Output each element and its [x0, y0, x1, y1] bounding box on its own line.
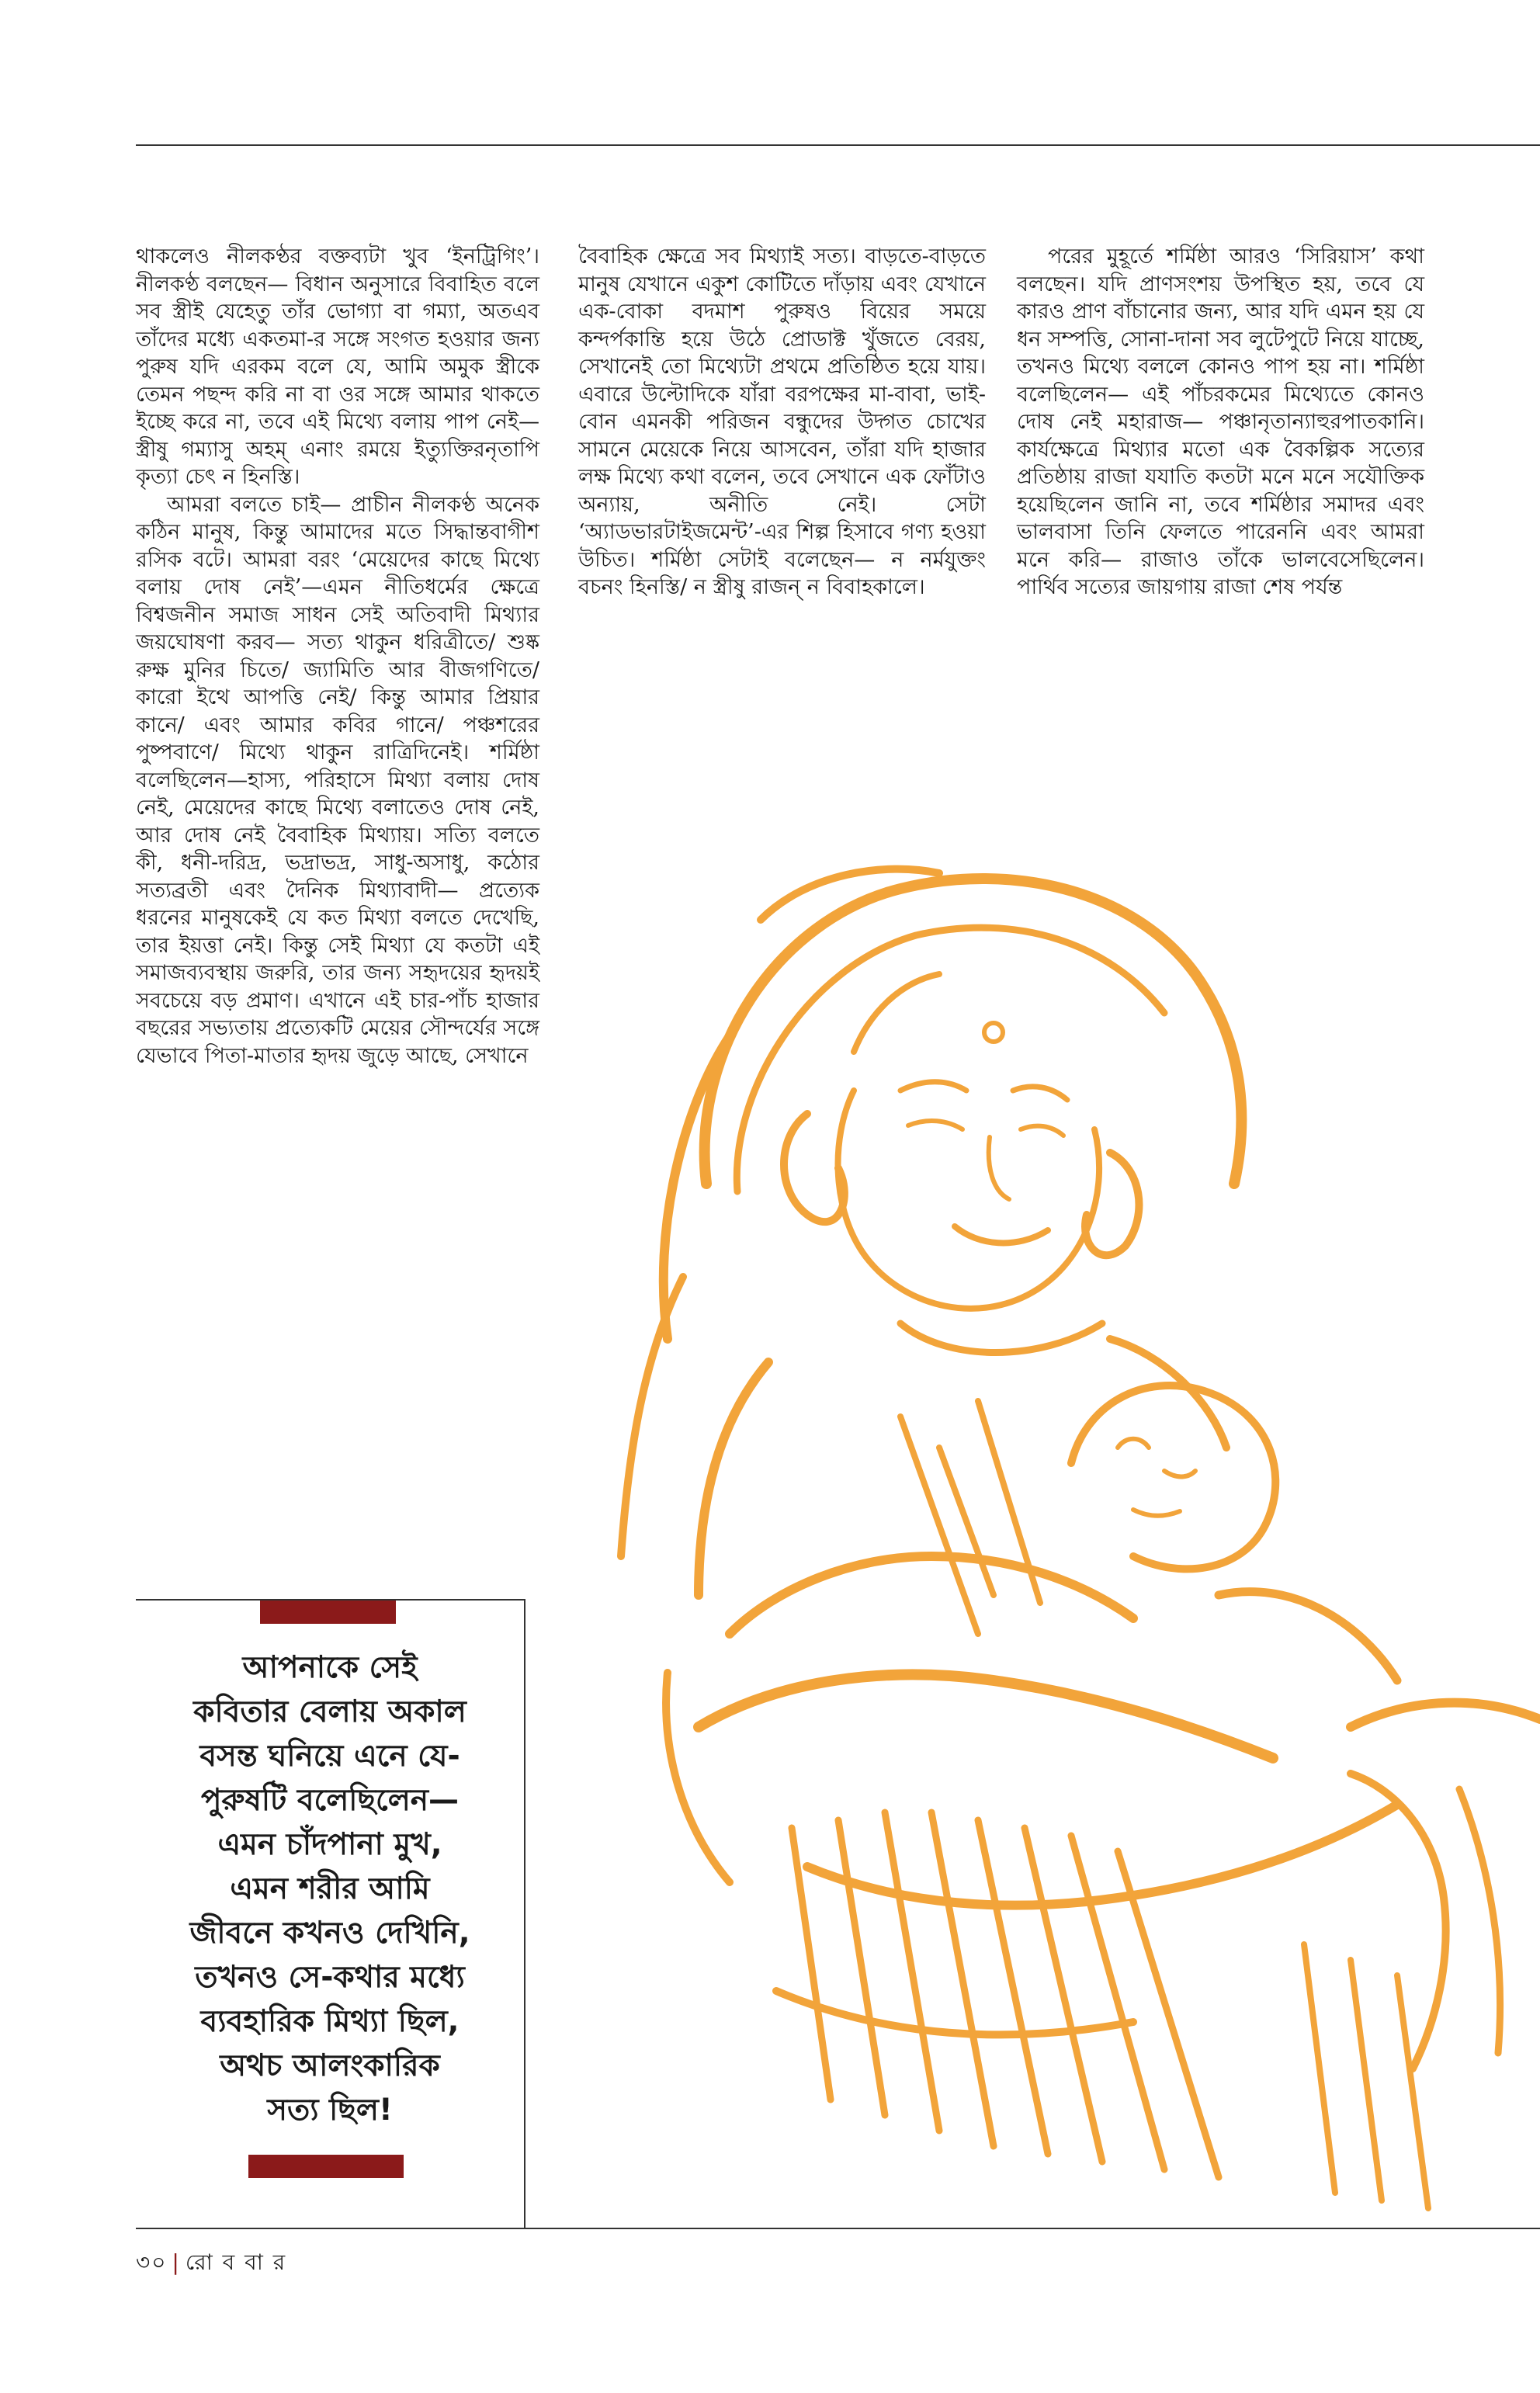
pull-quote-line: আপনাকে সেই — [242, 1650, 418, 1685]
pull-quote-line: ব্যবহারিক মিথ্যা ছিল, — [200, 2004, 460, 2039]
publication-name: রো ব বা র — [185, 2249, 287, 2275]
pull-quote-line: তখনও সে-কথার মধ্যে — [195, 1960, 465, 1995]
pull-quote-top-bar — [260, 1601, 396, 1624]
pull-quote-line: সত্য ছিল! — [267, 2093, 393, 2128]
paragraph: আমরা বলতে চাই— প্রাচীন নীলকণ্ঠ অনেক কঠিন মানুষ, কিন্তু আমাদের মতে সিদ্ধান্তবাগীশ রসিক বটে। আমরা বরং ‘মেয়েদের কাছে মিথ্যে বলায় দোষ নেই’—এমন নীতিধর্মের ক্ষেত্রে বিশ্বজনীন সমাজ সাধন সেই অতিবাদী মিথ্যার জয়ঘোষণা করব— সত্য থাকুন ধরিত্রীতে/ শুষ্ক রুক্ষ মুনির চিতে/ জ্যামিতি আর বীজগণিতে/ কারো ইথে আপত্তি নেই/ কিন্তু আমার প্রিয়ার কানে/ এবং আমার কবির গানে/ পঞ্চশরের পুষ্পবাণে/ মিথ্যে থাকুন রাত্রিদিনেই। শর্মিষ্ঠা বলেছিলেন—হাস্য, পরিহাসে মিথ্যা বলায় দোষ নেই, মেয়েদের কাছে মিথ্যে বলাতেও দোষ নেই, আর দোষ নেই বৈবাহিক মিথ্যায়। সত্যি বলতে কী, ধনী-দরিদ্র, ভদ্রাভদ্র, সাধু-অসাধু, কঠোর সত্যব্রতী এবং দৈনিক মিথ্যাবাদী— প্রত্যেক ধরনের মানুষকেই যে কত মিথ্যা বলতে দেখেছি, তার ইয়ত্তা নেই। কিন্তু সেই মিথ্যা যে কতটা এই সমাজব্যবস্থায় জরুরি, তার জন্য সহৃদয়ের হৃদয়ই সবচেয়ে বড় প্রমাণ। এখানে এই চার-পাঁচ হাজার বছরের সভ্যতায় প্রত্যেকটি মেয়ের সৌন্দর্যের সঙ্গে যেভাবে পিতা-মাতার হৃদয় জুড়ে আছে, সেখানে — [136, 492, 539, 1068]
pull-quote — [136, 1599, 525, 2229]
top-rule — [136, 144, 1540, 146]
mother-and-child-illustration — [574, 858, 1540, 2228]
footer-separator: | — [172, 2249, 181, 2275]
page-number: ৩০ — [136, 2249, 168, 2275]
article-column-2 — [578, 243, 986, 602]
pull-quote-line: পুরুষটি বলেছিলেন— — [200, 1783, 460, 1818]
paragraph: বৈবাহিক ক্ষেত্রে সব মিথ্যাই সত্য। বাড়তে-বাড়তে মানুষ যেখানে একুশ কোটিতে দাঁড়ায় এবং যেখানে এক-বোকা বদমাশ পুরুষও বিয়ের সময়ে কন্দর্পকান্তি হয়ে উঠে প্রোডাক্ট খুঁজতে বেরয়, সেখানেই তো মিথ্যেটা প্রথমে প্রতিষ্ঠিত হয়ে যায়। এবারে উল্টোদিকে যাঁরা বরপক্ষের মা-বাবা, ভাই-বোন এমনকী পরিজন বন্ধুদের উদ্গত চোখের সামনে মেয়েকে নিয়ে আসবেন, তাঁরা যদি হাজার লক্ষ মিথ্যে কথা বলেন, তবে সেখানে এক ফোঁটাও অন্যায়, অনীতি নেই। সেটা ‘অ্যাডভারটাইজমেন্ট’-এর শিল্প হিসাবে গণ্য হওয়া উচিত। শর্মিষ্ঠা সেটাই বলেছেন— ন নর্মযুক্তং বচনং হিনস্তি/ ন স্ত্রীষু রাজন্ ন বিবাহকালে। — [578, 245, 986, 599]
article-column-1 — [136, 243, 539, 1070]
pull-quote-text — [136, 1646, 524, 2132]
pull-quote-line: জীবনে কখনও দেখিনি, — [189, 1916, 470, 1951]
paragraph: থাকলেও নীলকণ্ঠর বক্তব্যটা খুব ‘ইনট্রিগিং’। নীলকণ্ঠ বলছেন— বিধান অনুসারে বিবাহিত বলে সব স্ত্রীই যেহেতু তাঁর ভোগ্যা বা গম্যা, অতএব তাঁদের মধ্যে একতমা-র সঙ্গে সংগত হওয়ার জন্য পুরুষ যদি এরকম বলে যে, আমি অমুক স্ত্রীকে তেমন পছন্দ করি না বা ওর সঙ্গে আমার থাকতে ইচ্ছে করে না, তবে এই মিথ্যে বলায় পাপ নেই— স্ত্রীষু গম্যাসু অহম্ এনাং রময়ে ইত্যুক্তিরনৃতাপি কৃত্যা চেৎ ন হিনস্তি। — [136, 245, 539, 489]
pull-quote-line: বসন্ত ঘনিয়ে এনে যে- — [199, 1739, 460, 1774]
paragraph: পরের মুহূর্তে শর্মিষ্ঠা আরও ‘সিরিয়াস’ কথা বলছেন। যদি প্রাণসংশয় উপস্থিত হয়, তবে যে কারও প্রাণ বাঁচানোর জন্য, আর যদি এমন হয় যে ধন সম্পত্তি, সোনা-দানা সব লুটেপুটে নিয়ে যাচ্ছে, তখনও মিথ্যে বললে কোনও পাপ হয় না। শর্মিষ্ঠা বলেছিলেন— এই পাঁচরকমের মিথ্যেতে কোনও দোষ নেই মহারাজ— পঞ্চানৃতান্যাহুরপাতকানি। কার্যক্ষেত্রে মিথ্যার মতো এক বৈকল্পিক সত্যের প্রতিষ্ঠায় রাজা যযাতি কতটা মনে মনে সযৌক্তিক হয়েছিলেন জানি না, তবে শর্মিষ্ঠার সমাদর এবং ভালবাসা তিনি ফেলতে পারেননি এবং আমরা মনে করি— রাজাও তাঁকে ভালবেসেছিলেন। পার্থিব সত্যের জায়গায় রাজা শেষ পর্যন্ত — [1017, 245, 1424, 599]
pull-quote-bottom-bar — [248, 2155, 404, 2178]
pull-quote-line: এমন চাঁদপানা মুখ, — [217, 1827, 442, 1862]
bottom-rule — [136, 2228, 1540, 2229]
pull-quote-line: কবিতার বেলায় অকাল — [193, 1694, 467, 1729]
pull-quote-line: এমন শরীর আমি — [230, 1871, 430, 1906]
pull-quote-line: অথচ আলংকারিক — [220, 2048, 440, 2083]
article-column-3 — [1017, 243, 1424, 602]
page-footer — [136, 2246, 286, 2282]
